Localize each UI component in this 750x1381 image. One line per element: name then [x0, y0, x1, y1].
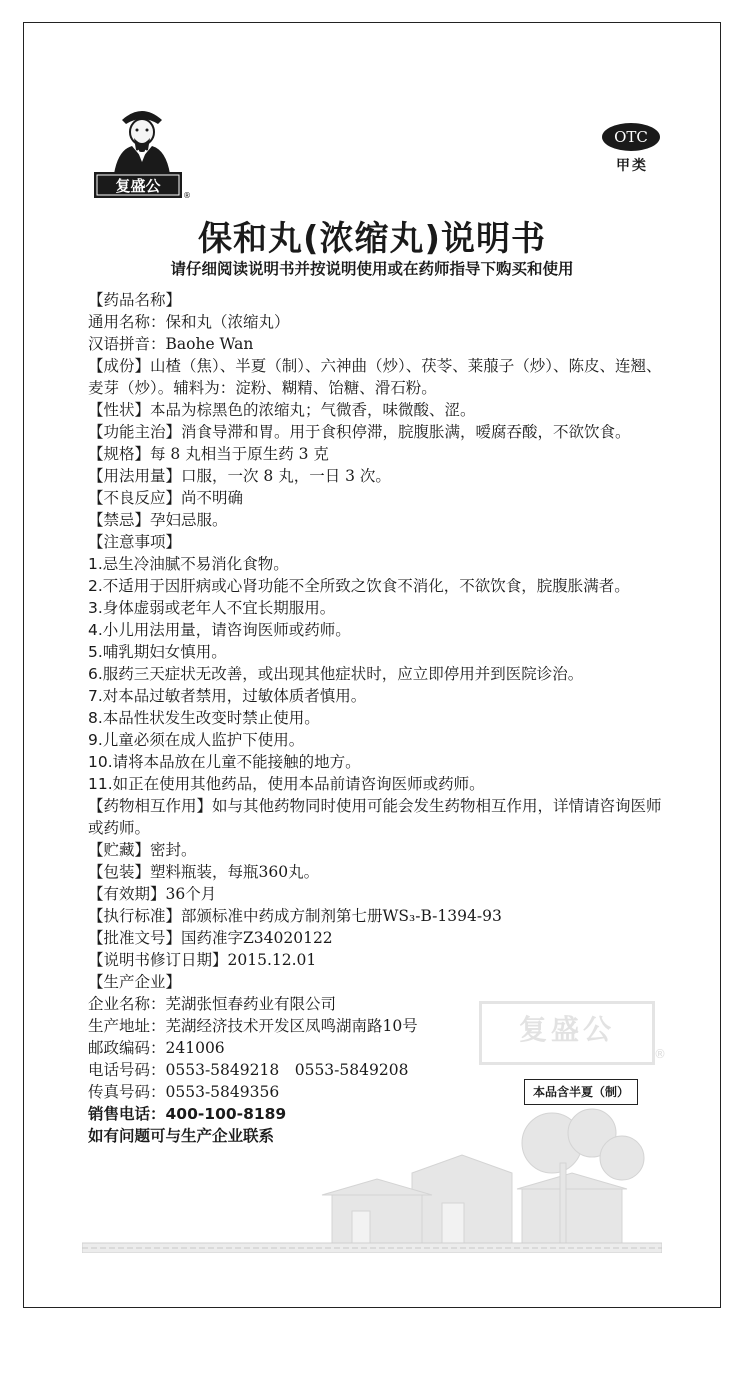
section-storage: 【贮藏】密封。	[88, 841, 197, 859]
manufacturer-name: 企业名称：芜湖张恒春药业有限公司	[88, 995, 337, 1013]
registered-mark: ®	[183, 191, 191, 198]
generic-name: 通用名称：保和丸（浓缩丸）	[88, 313, 290, 331]
leaflet-sheet	[23, 22, 721, 1308]
precaution-item: 5.哺乳期妇女慎用。	[88, 643, 227, 661]
section-revision-date: 【说明书修订日期】2015.12.01	[88, 951, 317, 969]
precaution-item: 8.本品性状发生改变时禁止使用。	[88, 709, 320, 727]
section-description: 【性状】本品为棕黑色的浓缩丸；气微香，味微酸、涩。	[88, 401, 476, 419]
brand-logo	[92, 98, 192, 198]
section-precautions-heading: 【注意事项】	[88, 533, 182, 551]
precaution-item: 2.不适用于因肝病或心肾功能不全所致之饮食不消化，不欲饮食，脘腹胀满者。	[88, 577, 630, 595]
ingredient-notice: 本品含半夏（制）	[524, 1079, 638, 1105]
precaution-item: 6.服药三天症状无改善，或出现其他症状时，应立即停用并到医院诊治。	[88, 665, 584, 683]
precaution-item: 11.如正在使用其他药品，使用本品前请咨询医师或药师。	[88, 775, 485, 793]
watermark-logo: 复盛公	[479, 1001, 655, 1065]
page-title: 保和丸(浓缩丸)说明书	[197, 219, 547, 259]
section-standard: 【执行标准】部颁标准中药成方制剂第七册WS₃-B-1394-93	[88, 907, 502, 925]
section-expiry: 【有效期】36个月	[88, 885, 217, 903]
section-specification: 【规格】每 8 丸相当于原生药 3 克	[88, 445, 329, 463]
section-approval-number: 【批准文号】国药准字Z34020122	[88, 929, 333, 947]
section-dosage: 【用法用量】口服，一次 8 丸，一日 3 次。	[88, 467, 391, 485]
precaution-item: 3.身体虚弱或老年人不宜长期服用。	[88, 599, 336, 617]
section-indications: 【功能主治】消食导滞和胃。用于食积停滞，脘腹胀满，嗳腐吞酸，不欲饮食。	[88, 423, 631, 441]
otc-class: 甲类	[616, 158, 648, 174]
manufacturer-address: 生产地址：芜湖经济技术开发区凤鸣湖南路10号	[88, 1017, 418, 1035]
fax-number: 传真号码：0553-5849356	[88, 1083, 280, 1101]
watermark-registered-mark: ®	[654, 1047, 666, 1061]
precaution-item: 10.请将本品放在儿童不能接触的地方。	[88, 753, 361, 771]
otc-badge	[602, 123, 662, 175]
precaution-item: 9.儿童必须在成人监护下使用。	[88, 731, 305, 749]
leaflet-content	[88, 289, 668, 1147]
page-subtitle: 请仔细阅读说明书并按说明使用或在药师指导下购买和使用	[170, 260, 574, 278]
brand-logo-text: 复盛公	[115, 177, 161, 195]
section-adverse-reactions: 【不良反应】尚不明确	[88, 489, 244, 507]
precaution-item: 1.忌生冷油腻不易消化食物。	[88, 555, 289, 573]
otc-label: OTC	[602, 123, 660, 151]
postal-code: 邮政编码：241006	[88, 1039, 225, 1057]
section-manufacturer-heading: 【生产企业】	[88, 973, 182, 991]
precaution-item: 4.小儿用法用量，请咨询医师或药师。	[88, 621, 351, 639]
precaution-item: 7.对本品过敏者禁用，过敏体质者慎用。	[88, 687, 367, 705]
section-contraindications: 【禁忌】孕妇忌服。	[88, 511, 228, 529]
section-packaging: 【包装】塑料瓶装，每瓶360丸。	[88, 863, 320, 881]
section-ingredients: 【成份】山楂（焦）、半夏（制）、六神曲（炒）、茯苓、莱菔子（炒）、陈皮、连翘、麦芽（炒）。辅料为：淀粉、糊精、饴糖、滑石粉。	[88, 357, 662, 397]
section-drug-name-heading: 【药品名称】	[88, 291, 182, 309]
sales-hotline: 销售电话：400-100-8189	[88, 1105, 287, 1123]
section-interactions: 【药物相互作用】如与其他药物同时使用可能会发生药物相互作用，详情请咨询医师或药师。	[88, 797, 662, 837]
contact-note: 如有问题可与生产企业联系	[88, 1127, 275, 1145]
phone-numbers: 电话号码：0553-5849218 0553-5849208	[88, 1061, 409, 1079]
pinyin-name: 汉语拼音：Baohe Wan	[88, 335, 254, 353]
